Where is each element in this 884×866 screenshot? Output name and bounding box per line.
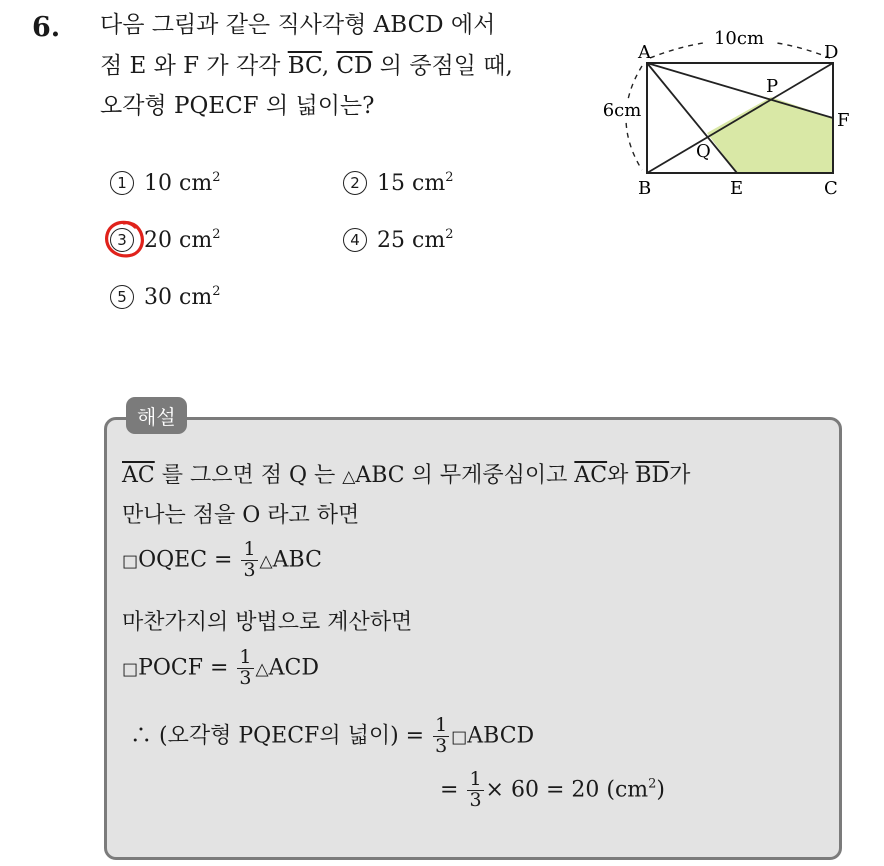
rectangle-figure — [580, 20, 870, 210]
height-label: 6cm — [602, 100, 642, 121]
label-d: D — [824, 42, 839, 63]
solution-tag: 해설 — [126, 397, 187, 434]
label-c: C — [824, 178, 838, 199]
label-b: B — [638, 178, 652, 199]
solution-line-7: = $\frac{1}{3}$ × 60 = 20 $(cm^2)$ — [440, 768, 666, 811]
segment-cd: $\overline{CD}$ — [336, 53, 373, 79]
pentagon-pqecf-shade — [707, 97, 833, 173]
label-p: P — [766, 76, 779, 97]
solution-line-4: 마찬가지의 방법으로 계산하면 — [122, 610, 413, 635]
line-ae — [647, 63, 737, 173]
question-line-3: 오각형 PQECF 의 넓이는? — [100, 93, 375, 119]
label-e: E — [730, 178, 744, 199]
answer-mark-circle — [102, 217, 150, 261]
choice-3[interactable]: 3 20 $cm^2$ — [110, 227, 220, 253]
solution-line-2: 만나는 점을 O 라고 하면 — [122, 503, 360, 528]
choice-5[interactable]: 5 30 $cm^2$ — [110, 284, 220, 310]
label-q: Q — [696, 141, 711, 162]
choice-4[interactable]: 4 25 $cm^2$ — [343, 227, 453, 253]
label-f: F — [837, 110, 850, 131]
solution-line-1: $\overline{AC}$ 를 그으면 점 Q 는 △ABC 의 무게중심이고 $\overline{AC}$와 $\overline{BD}$가 — [122, 463, 691, 488]
segment-bc: $\overline{BC}$ — [287, 53, 322, 79]
width-label: 10cm — [713, 28, 765, 49]
choice-2[interactable]: 2 15 $cm^2$ — [343, 170, 453, 196]
question-number: 6. — [32, 12, 61, 43]
solution-line-3: □OQEC = $\frac{1}{3}$ △ABC — [122, 538, 322, 581]
line-af — [647, 63, 833, 118]
solution-line-6: ∴ (오각형 PQECF의 넓이) = $\frac{1}{3}$ □ABCD — [130, 714, 535, 757]
label-a: A — [638, 42, 651, 63]
solution-line-5: □POCF = $\frac{1}{3}$ △ACD — [122, 646, 319, 689]
choice-1[interactable]: 1 10 $cm^2$ — [110, 170, 220, 196]
question-line-2: 점 E 와 F 가 각각 $\overline{BC}$, $\overline{CD}$ 의 중점일 때, — [100, 53, 513, 79]
question-line-1: 다음 그림과 같은 직사각형 ABCD 에서 — [100, 12, 496, 38]
